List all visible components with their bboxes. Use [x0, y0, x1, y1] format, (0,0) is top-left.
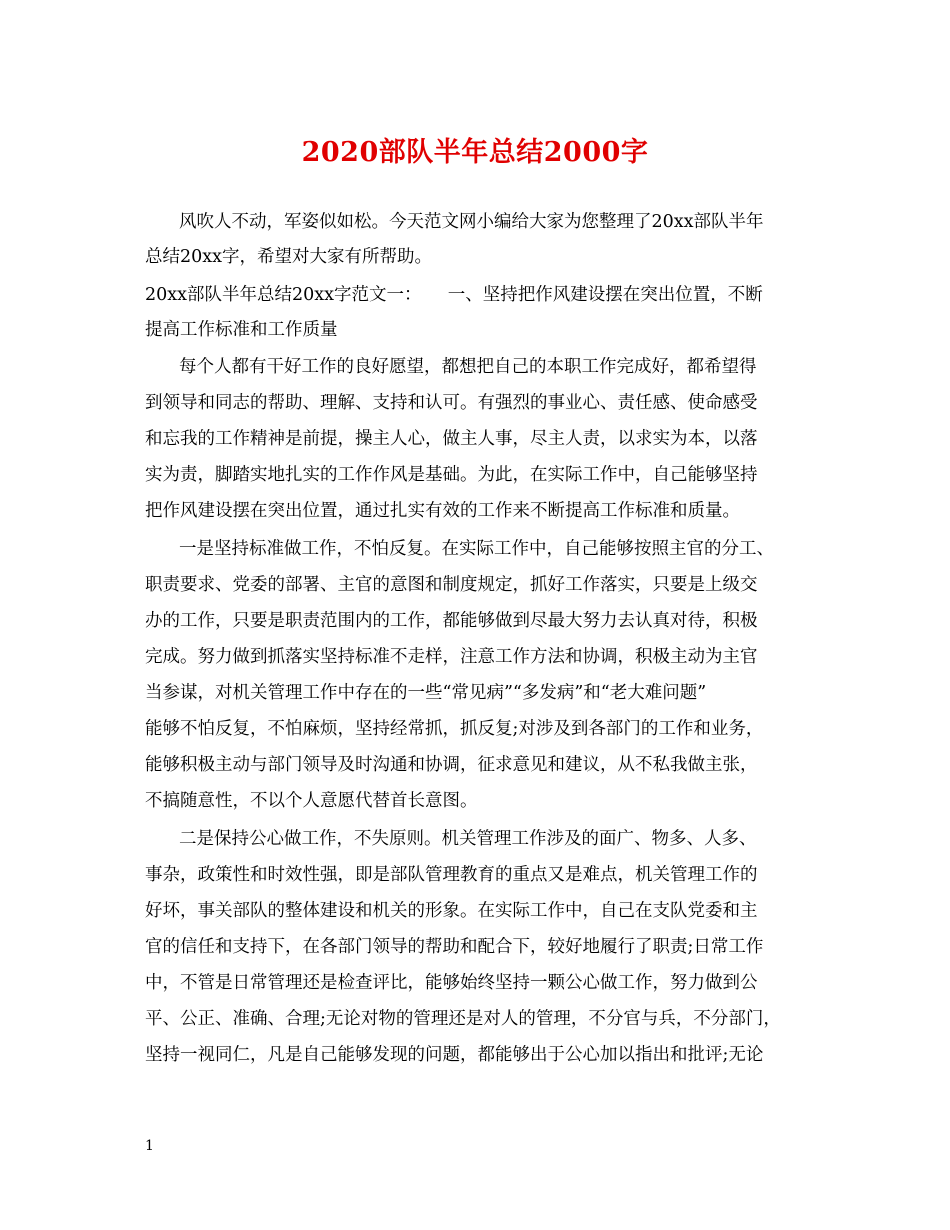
paragraph-line: 办的工作，只要是职责范围内的工作，都能够做到尽最大努力去认真对待，积极 [145, 611, 758, 631]
document-title: 2020部队半年总结2000字 [301, 137, 649, 168]
paragraph-line: 一是坚持标准做工作，不怕反复。在实际工作中，自己能够按照主官的分工、 [179, 539, 774, 559]
paragraph-line: 能够不怕反复，不怕麻烦，坚持经常抓，抓反复;对涉及到各部门的工作和业务， [145, 719, 764, 739]
paragraph-line: 事杂，政策性和时效性强，即是部队管理教育的重点又是难点，机关管理工作的 [145, 865, 758, 885]
paragraph-line: 不搞随意性，不以个人意愿代替首长意图。 [145, 791, 478, 811]
page-number: 1 [145, 1138, 154, 1154]
paragraph-line: 平、公正、准确、合理;无论对物的管理还是对人的管理，不分官与兵，不分部门， [145, 1009, 781, 1029]
paragraph-line: 把作风建设摆在突出位置，通过扎实有效的工作来不断提高工作标准和质量。 [145, 501, 740, 521]
paragraph-line: 和忘我的工作精神是前提，操主人心，做主人事，尽主人责，以求实为本，以落 [145, 429, 758, 449]
paragraph-line: 能够积极主动与部门领导及时沟通和协调，征求意见和建议，从不私我做主张， [145, 755, 758, 775]
paragraph-line: 职责要求、党委的部署、主官的意图和制度规定，抓好工作落实，只要是上级交 [145, 575, 758, 595]
intro-line: 风吹人不动，军姿似如松。今天范文网小编给大家为您整理了20xx部队半年 [179, 212, 764, 232]
paragraph-line: 好坏，事关部队的整体建设和机关的形象。在实际工作中，自己在支队党委和主 [145, 901, 758, 921]
paragraph-line: 当参谋，对机关管理工作中存在的一些“常见病”“多发病”和“老大难问题” [145, 683, 707, 703]
paragraph-line: 完成。努力做到抓落实坚持标准不走样，注意工作方法和协调，积极主动为主官 [145, 647, 758, 667]
paragraph-line: 每个人都有干好工作的良好愿望，都想把自己的本职工作完成好，都希望得 [179, 357, 757, 377]
section-heading-line: 提高工作标准和工作质量 [145, 320, 338, 340]
section-heading-line: 20xx部队半年总结20xx字范文一： 一、坚持把作风建设摆在突出位置，不断 [145, 285, 763, 305]
intro-line: 总结20xx字，希望对大家有所帮助。 [145, 247, 433, 267]
paragraph-line: 官的信任和支持下，在各部门领导的帮助和配合下，较好地履行了职责;日常工作 [145, 937, 764, 957]
paragraph-line: 到领导和同志的帮助、理解、支持和认可。有强烈的事业心、责任感、使命感受 [145, 393, 758, 413]
paragraph-line: 实为责，脚踏实地扎实的工作作风是基础。为此，在实际工作中，自己能够坚持 [145, 465, 758, 485]
paragraph-line: 二是保持公心做工作，不失原则。机关管理工作涉及的面广、物多、人多、 [179, 829, 757, 849]
paragraph-line: 坚持一视同仁，凡是自己能够发现的问题，都能够出于公心加以指出和批评;无论 [145, 1045, 764, 1065]
paragraph-line: 中，不管是日常管理还是检查评比，能够始终坚持一颗公心做工作，努力做到公 [145, 973, 758, 993]
